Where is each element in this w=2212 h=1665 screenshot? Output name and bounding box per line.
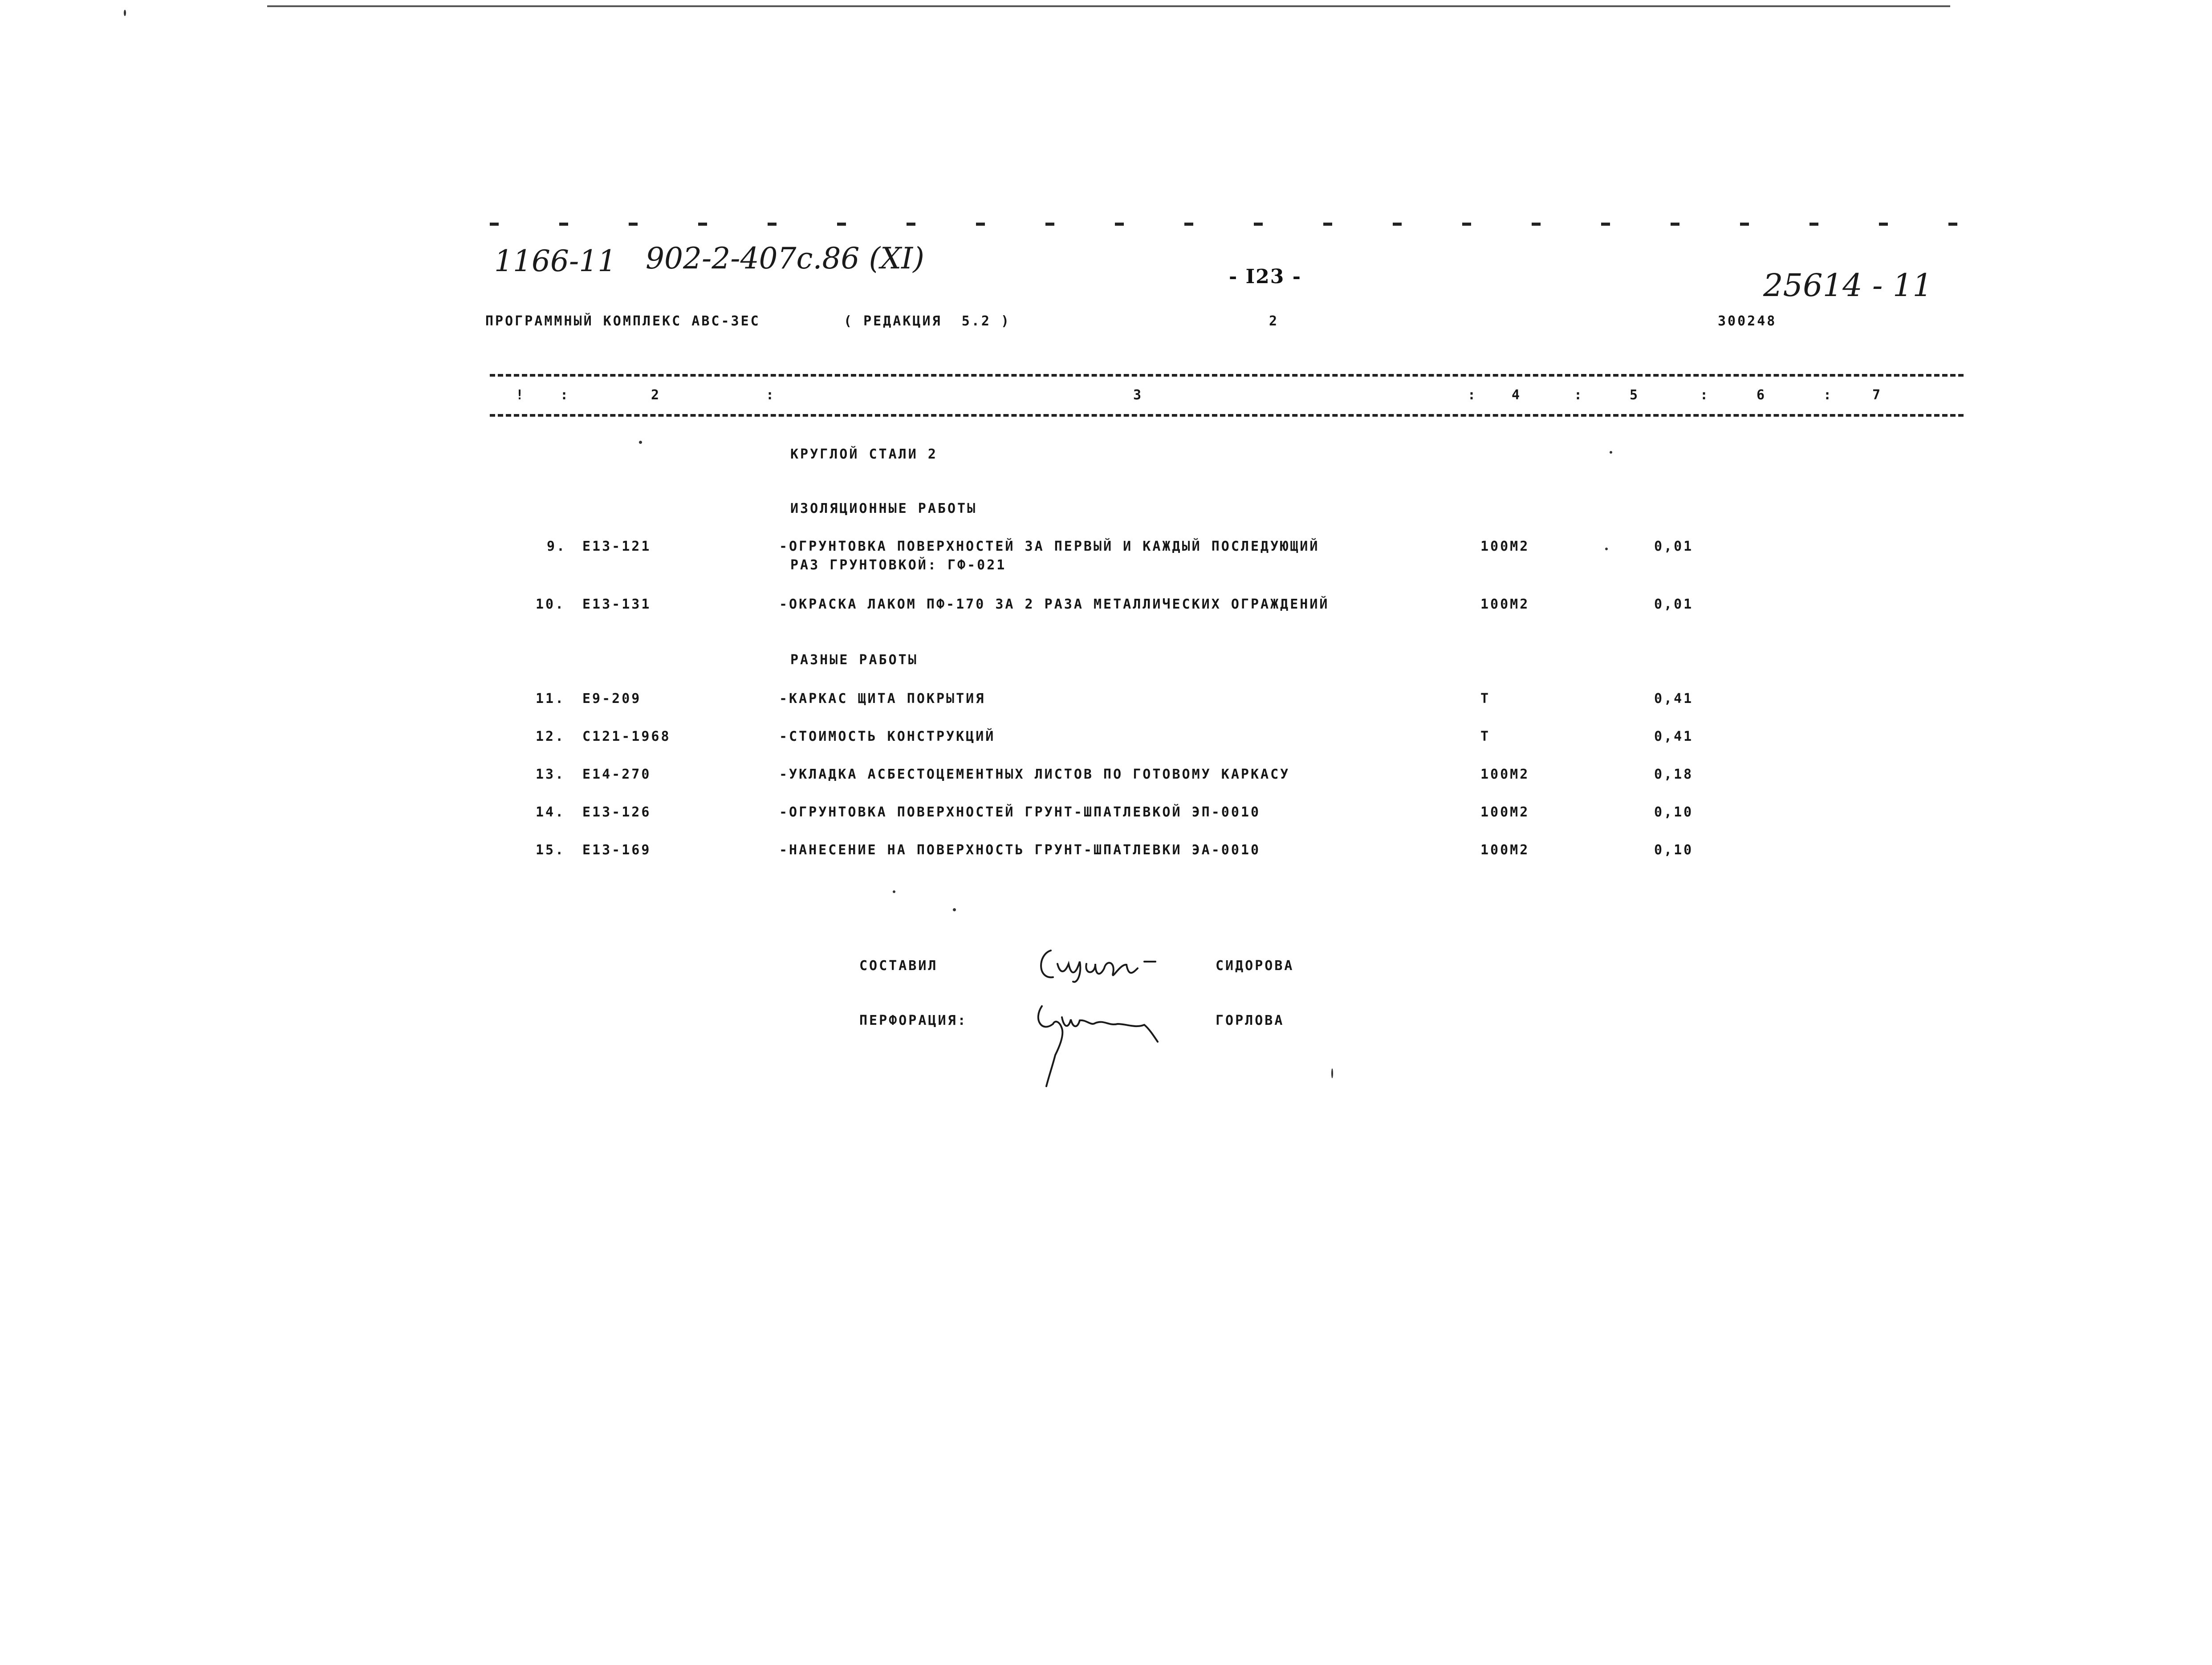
row-description: -НАНЕСЕНИЕ НА ПОВЕРХНОСТЬ ГРУНТ-ШПАТЛЕВКИ ЭА-0010: [779, 842, 1261, 858]
perforation-dash: [490, 223, 499, 226]
perforation-dash: [698, 223, 707, 226]
scan-speck: [124, 10, 126, 16]
row-number: 13.: [536, 767, 565, 782]
scan-speck: [1610, 451, 1612, 454]
row-quantity: 0,01: [1654, 539, 1694, 554]
perforation-dash: [1601, 223, 1610, 226]
document-code: 300248: [1718, 313, 1777, 329]
header-top-separator: [490, 374, 1964, 377]
col-separator: :: [1700, 387, 1710, 403]
row-description: -УКЛАДКА АСБЕСТОЦЕМЕНТНЫХ ЛИСТОВ ПО ГОТОВОМУ КАРКАСУ: [779, 767, 1290, 782]
signature-name: СИДОРОВА: [1216, 958, 1294, 974]
perforation-dash: [837, 223, 846, 226]
col-header-5: 6: [1757, 387, 1767, 403]
row-number: 12.: [536, 729, 565, 744]
page-number: - I23 -: [1229, 265, 1301, 288]
signature-name: ГОРЛОВА: [1216, 1013, 1285, 1028]
perforation-dash: [768, 223, 777, 226]
perforation-dash: [1115, 223, 1124, 226]
scan-speck: [639, 441, 642, 444]
row-number: 14.: [536, 804, 565, 820]
col-header-1: 2: [651, 387, 661, 403]
col-separator: :: [1468, 387, 1478, 403]
row-description: -ОГРУНТОВКА ПОВЕРХНОСТЕЙ ЗА ПЕРВЫЙ И КАЖДЫЙ ПОСЛЕДУЮЩИЙ: [779, 539, 1320, 554]
row-unit: 100М2: [1480, 804, 1530, 820]
section-heading: РАЗНЫЕ РАБОТЫ: [790, 652, 918, 668]
project-code: 902-2-407c.86 (XI): [646, 241, 925, 276]
top-edge-line: [267, 5, 1950, 7]
edition: ( РЕДАКЦИЯ 5.2 ): [844, 313, 1011, 329]
perforation-dash: [1740, 223, 1749, 226]
row-unit: Т: [1480, 729, 1491, 744]
row-number: 15.: [536, 842, 565, 858]
scan-speck: [1331, 1068, 1333, 1078]
signature-image: [1029, 993, 1175, 1091]
perforation-dash: [1532, 223, 1541, 226]
sheet-number: 2: [1269, 313, 1279, 329]
doc-number-left: 1166-11: [494, 244, 617, 278]
col-separator: :: [1823, 387, 1834, 403]
perforation-dash: [629, 223, 638, 226]
row-quantity: 0,41: [1654, 729, 1694, 744]
col-header-2: 3: [1133, 387, 1143, 403]
perforation-dash: [1254, 223, 1263, 226]
row-code: Е13-131: [582, 597, 651, 612]
perforation-dash: [1462, 223, 1471, 226]
row-quantity: 0,10: [1654, 842, 1694, 858]
perforation-dash: [1045, 223, 1054, 226]
perforation-dash: [907, 223, 915, 226]
row-description: -ОГРУНТОВКА ПОВЕРХНОСТЕЙ ГРУНТ-ШПАТЛЕВКОЙ ЭП-0010: [779, 804, 1261, 820]
row-unit: 100М2: [1480, 539, 1530, 554]
row-unit: Т: [1480, 691, 1491, 707]
row-number: 9.: [547, 539, 567, 554]
row-description: -ОКРАСКА ЛАКОМ ПФ-170 ЗА 2 РАЗА МЕТАЛЛИЧЕСКИХ ОГРАЖДЕНИЙ: [779, 597, 1330, 612]
row-description-cont: РАЗ ГРУНТОВКОЙ: ГФ-021: [790, 557, 1007, 573]
row-quantity: 0,10: [1654, 804, 1694, 820]
row-code: Е14-270: [582, 767, 651, 782]
row-quantity: 0,18: [1654, 767, 1694, 782]
row-description: -КАРКАС ЩИТА ПОКРЫТИЯ: [779, 691, 986, 707]
row-quantity: 0,41: [1654, 691, 1694, 707]
signature-role: СОСТАВИЛ: [859, 958, 938, 974]
perforation-dash: [1671, 223, 1679, 226]
row-number: 10.: [536, 597, 565, 612]
col-separator: :: [766, 387, 776, 403]
row-code: Е9-209: [582, 691, 642, 707]
header-bottom-separator: [490, 414, 1964, 417]
col-header-3: 4: [1512, 387, 1522, 403]
col-separator: :: [560, 387, 570, 403]
signature-image: [1033, 937, 1180, 986]
program-name: ПРОГРАММНЫЙ КОМПЛЕКС АВС-ЗЕС: [485, 313, 760, 329]
perforation-dash: [559, 223, 568, 226]
col-header-6: 7: [1872, 387, 1883, 403]
perforation-dash: [1948, 223, 1957, 226]
row-unit: 100М2: [1480, 767, 1530, 782]
perforation-dash: [1393, 223, 1402, 226]
section-heading: ИЗОЛЯЦИОННЫЕ РАБОТЫ: [790, 501, 977, 516]
row-code: Е13-126: [582, 804, 651, 820]
row-code: С121-1968: [582, 729, 671, 744]
perforation-dash: [976, 223, 985, 226]
row-code: Е13-121: [582, 539, 651, 554]
section-heading: КРУГЛОЙ СТАЛИ 2: [790, 447, 938, 462]
perforation-dash: [1184, 223, 1193, 226]
row-unit: 100М2: [1480, 842, 1530, 858]
scan-speck: [893, 890, 895, 893]
perforation-dash: [1879, 223, 1888, 226]
col-header-4: 5: [1630, 387, 1640, 403]
row-number: 11.: [536, 691, 565, 707]
perforation-dash: [1323, 223, 1332, 226]
signature-role: ПЕРФОРАЦИЯ:: [859, 1013, 968, 1028]
scan-speck: [1605, 548, 1608, 550]
doc-number-right: 25614 - 11: [1763, 267, 1932, 304]
col-separator: !: [516, 387, 526, 403]
perforation-dash: [1809, 223, 1818, 226]
row-unit: 100М2: [1480, 597, 1530, 612]
scan-speck: [953, 908, 956, 911]
row-code: Е13-169: [582, 842, 651, 858]
row-quantity: 0,01: [1654, 597, 1694, 612]
row-description: -СТОИМОСТЬ КОНСТРУКЦИЙ: [779, 729, 996, 744]
col-separator: :: [1574, 387, 1584, 403]
